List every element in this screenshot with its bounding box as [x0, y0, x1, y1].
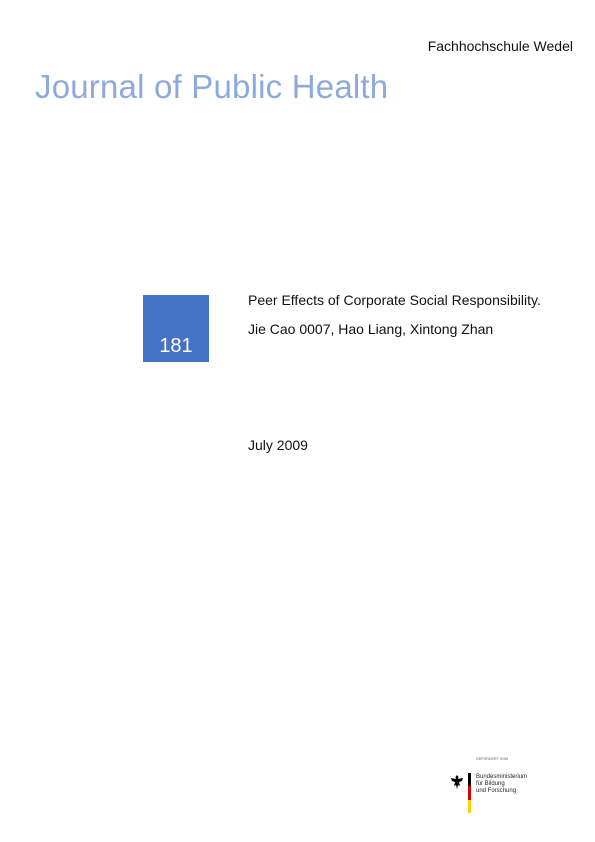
- issue-number-box: [143, 295, 209, 362]
- journal-title: Journal of Public Health: [35, 68, 389, 105]
- institution-name: Fachhochschule Wedel: [427, 38, 573, 54]
- german-flag-stripe: [468, 773, 471, 813]
- paper-date: July 2009: [248, 437, 308, 453]
- funder-name: [476, 774, 546, 795]
- flag-black-band: [468, 773, 471, 786]
- funder-name-line: und Forschung: [476, 788, 517, 794]
- paper-title: Peer Effects of Corporate Social Responsibility.: [248, 292, 541, 308]
- funder-caption: GEFÖRDERT VOM: [476, 757, 509, 761]
- flag-gold-band: [468, 800, 471, 813]
- paper-authors: Jie Cao 0007, Hao Liang, Xintong Zhan: [248, 321, 494, 337]
- funder-name-line: Bundesministerium: [476, 774, 528, 780]
- flag-red-band: [468, 786, 471, 799]
- funder-name-line: für Bildung: [476, 781, 505, 787]
- issue-number: 181: [159, 335, 193, 357]
- funder-logo: [448, 757, 548, 817]
- eagle-icon: [450, 774, 464, 790]
